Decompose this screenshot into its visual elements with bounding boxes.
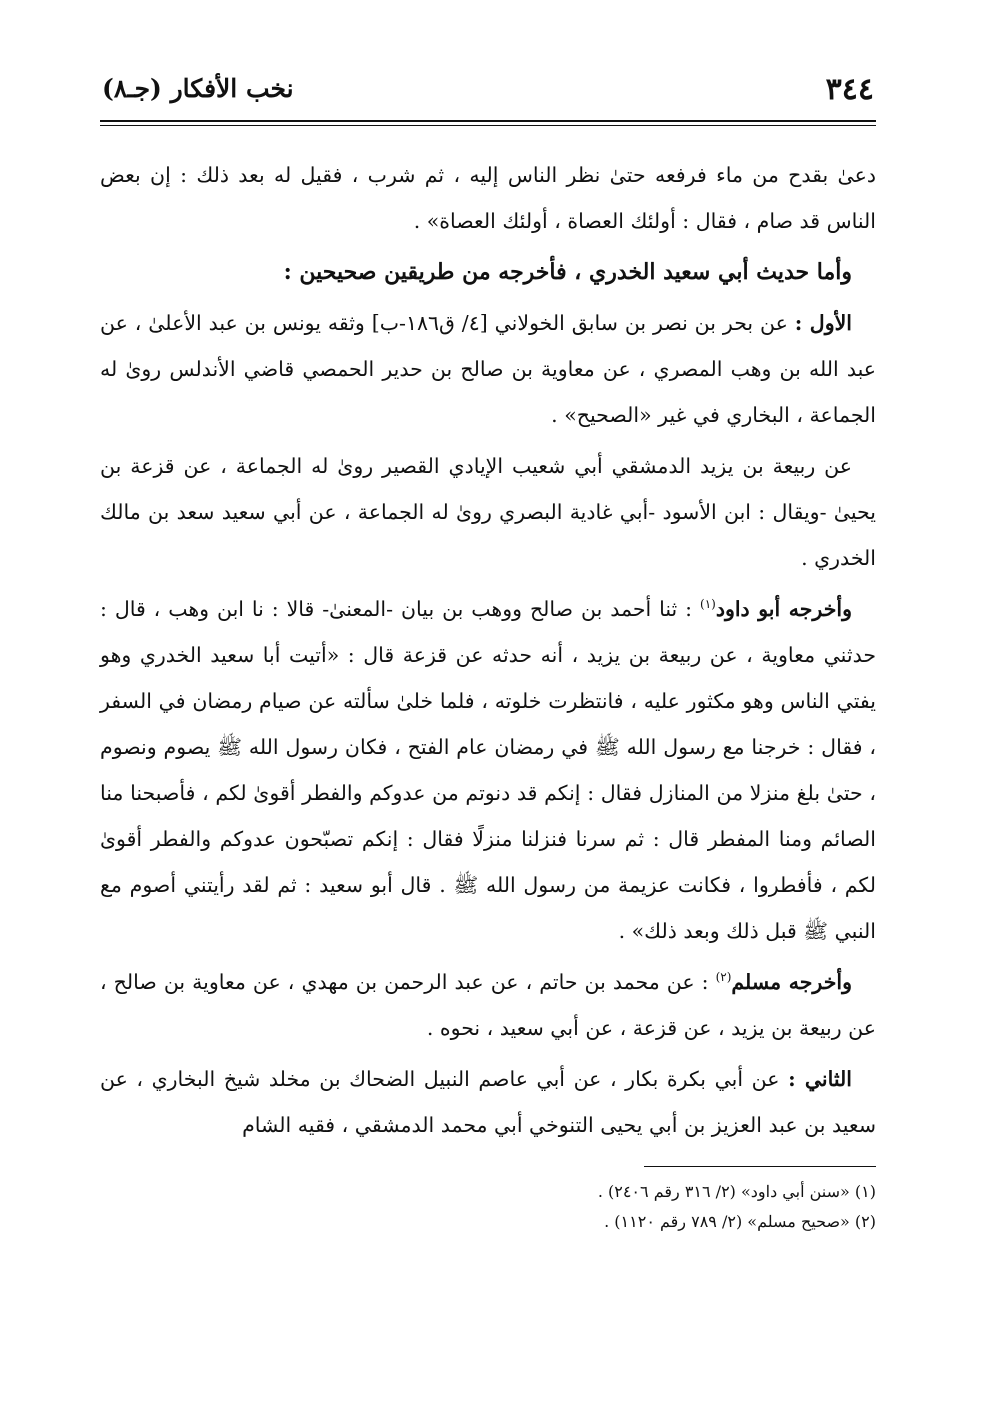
paragraph-text: عن أبي بكرة بكار ، عن أبي عاصم النبيل الضحاك بن مخلد شيخ البخاري ، عن سعيد بن عبد العزيز بن أبي يحيى التنوخي أبي محمد الدمشقي ، فقيه الشام	[100, 1067, 876, 1137]
footnote-ref[interactable]: (٢)	[715, 970, 732, 985]
paragraph-text: : ثنا أحمد بن صالح ووهب بن بيان -المعنىٰ- قالا : نا ابن وهب ، قال : حدثني معاوية ، عن ربيعة بن يزيد ، أنه حدثه عن قزعة قال : «أتيت أبا سعيد الخدري وهو يفتي الناس وهو مكثور عليه ، فانتظرت خلوته ، فلما خلىٰ سألته عن صيام رمضان في السفر ، فقال : خرجنا مع رسول الله ﷺ في رمضان عام الفتح ، فكان رسول الله ﷺ يصوم ونصوم ، حتىٰ بلغ منزلا من المنازل فقال : إنكم قد دنوتم من عدوكم والفطر أقوىٰ لكم ، فأصبحنا منا الصائم ومنا المفطر قال : ثم سرنا فنزلنا منزلًا فقال : إنكم تصبّحون عدوكم والفطر أقوىٰ لكم ، فأفطروا ، فكانت عزيمة من رسول الله ﷺ . قال أبو سعيد : ثم لقد رأيتني أصوم مع النبي ﷺ قبل ذلك وبعد ذلك» .	[100, 597, 876, 943]
paragraph	[100, 959, 876, 1051]
footnote: (٢) «صحيح مسلم» (٢/ ٧٨٩ رقم ١١٢٠) .	[604, 1212, 876, 1231]
page-number: ٣٤٤	[825, 72, 874, 107]
paragraph-lead: الثاني :	[788, 1067, 852, 1091]
paragraph	[100, 1056, 876, 1148]
paragraph	[100, 300, 876, 438]
section-heading: وأما حديث أبي سعيد الخدري ، فأخرجه من طريقين صحيحين :	[283, 259, 852, 285]
paragraph-text: : عن محمد بن حاتم ، عن عبد الرحمن بن مهدي ، عن معاوية بن صالح ، عن ربيعة بن يزيد ، عن قزعة ، عن أبي سعيد ، نحوه .	[100, 970, 876, 1040]
footnote-ref[interactable]: (١)	[700, 597, 716, 612]
paragraph-text: عن ربيعة بن يزيد الدمشقي أبي شعيب الإيادي القصير روىٰ له الجماعة ، عن قزعة بن يحيىٰ -ويقال : ابن الأسود -أبي غادية البصري روىٰ له الجماعة ، عن أبي سعيد سعد بن مالك الخدري .	[100, 454, 876, 570]
paragraph	[100, 152, 876, 244]
paragraph-lead: الأول :	[794, 311, 852, 335]
paragraph-text: دعىٰ بقدح من ماء فرفعه حتىٰ نظر الناس إليه ، ثم شرب ، فقيل له بعد ذلك : إن بعض الناس قد صام ، فقال : أولئك العصاة ، أولئك العصاة» .	[100, 163, 876, 233]
footnote: (١) «سنن أبي داود» (٢/ ٣١٦ رقم ٢٤٠٦) .	[597, 1182, 876, 1201]
book-page	[100, 62, 876, 1237]
paragraph	[100, 586, 876, 954]
footnote-separator	[644, 1166, 876, 1167]
header-double-rule	[100, 125, 876, 126]
paragraph	[100, 443, 876, 581]
paragraph-text: عن بحر بن نصر بن سابق الخولاني [٤/ ق١٨٦-ب] وثقه يونس بن عبد الأعلىٰ ، عن عبد الله بن وهب المصري ، عن معاوية بن صالح بن حدير الحمصي قاضي الأندلس روىٰ له الجماعة ، البخاري في غير «الصحيح» .	[100, 311, 876, 427]
paragraph-lead: وأخرجه مسلم	[731, 970, 853, 994]
running-title: نخب الأفكار (جـ٨)	[102, 74, 294, 103]
paragraph-lead: وأخرجه أبو داود	[715, 597, 852, 621]
page-header	[100, 62, 876, 122]
main-text	[100, 152, 876, 1148]
